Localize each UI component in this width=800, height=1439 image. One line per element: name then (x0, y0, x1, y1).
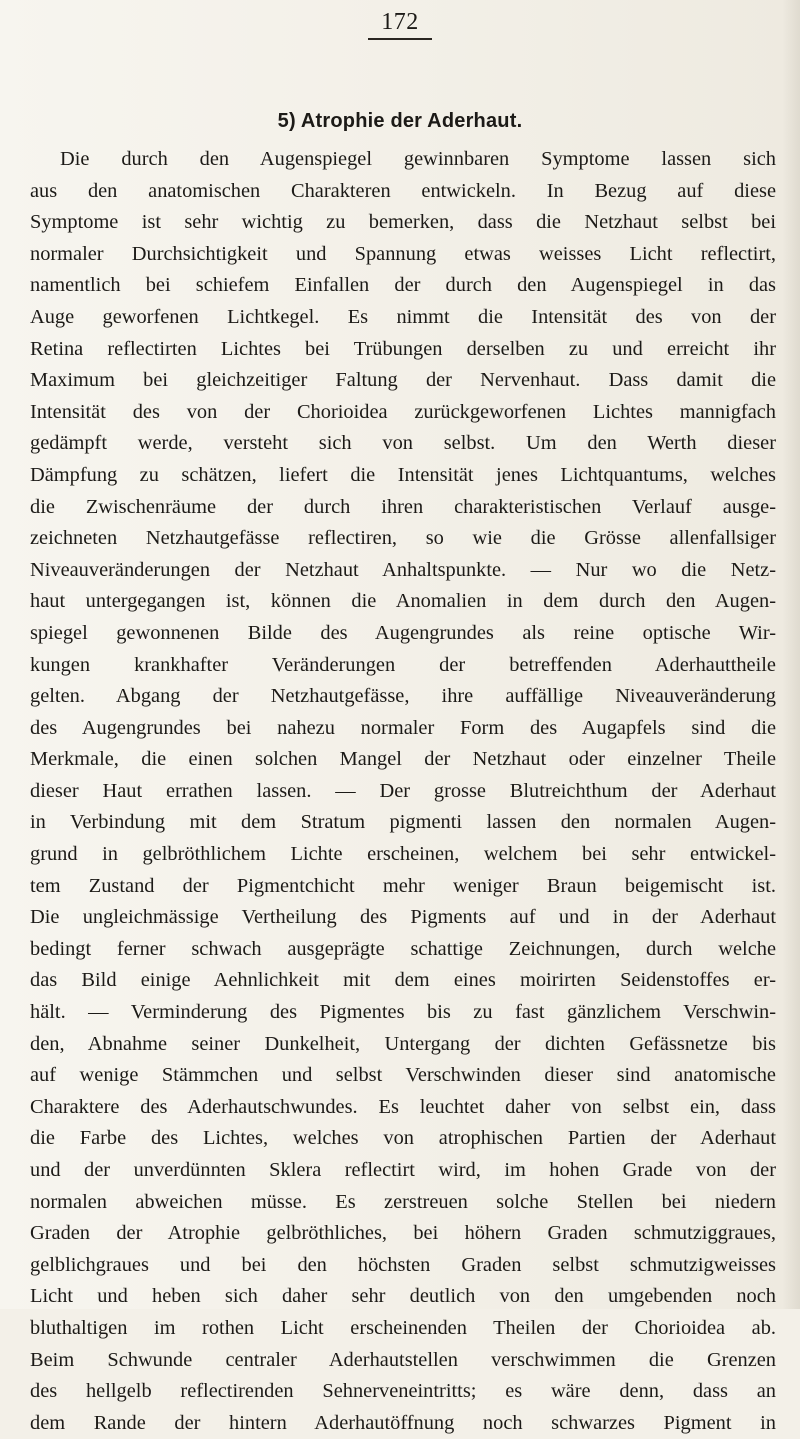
text-line: das Bild einige Aehnlichkeit mit dem eines moirirten Seidenstoffes er- (30, 969, 776, 992)
text-line: Graden der Atrophie gelbröthliches, bei höhern Graden schmutziggraues, (30, 1222, 776, 1245)
section-title: 5) Atrophie der Aderhaut. (277, 110, 523, 132)
text-line: Licht und heben sich daher sehr deutlich von den umgebenden noch (30, 1285, 776, 1308)
text-line: Die ungleichmässige Vertheilung des Pigments auf und in der Aderhaut (30, 906, 776, 929)
text-line: Auge geworfenen Lichtkegel. Es nimmt die Intensität des von der (30, 305, 776, 328)
text-line: bedingt ferner schwach ausgeprägte schattige Zeichnungen, durch welche (30, 937, 776, 960)
text-line: haut untergegangen ist, können die Anomalien in dem durch den Augen- (30, 590, 776, 613)
text-line: kungen krankhafter Veränderungen der betreffenden Aderhauttheile (30, 653, 776, 676)
text-line: Merkmale, die einen solchen Mangel der Netzhaut oder einzelner Theile (30, 748, 776, 771)
text-line: dem Rande der hintern Aderhautöffnung noch schwarzes Pigment in (30, 1411, 776, 1434)
text-line: tem Zustand der Pigmentchicht mehr weniger Braun beigemischt ist. (30, 874, 776, 897)
text-line: Niveauveränderungen der Netzhaut Anhaltspunkte. — Nur wo die Netz- (30, 558, 776, 581)
text-line: aus den anatomischen Charakteren entwickeln. In Bezug auf diese (30, 179, 776, 202)
text-line: hält. — Verminderung des Pigmentes bis zu fast gänzlichem Verschwin- (30, 1001, 776, 1024)
page-number: 172 (381, 9, 419, 35)
body-paragraph (30, 144, 776, 1439)
text-line: normalen abweichen müsse. Es zerstreuen solche Stellen bei niedern (30, 1190, 776, 1213)
text-line: gelten. Abgang der Netzhautgefässe, ihre auffällige Niveauveränderung (30, 685, 776, 708)
text-line: des Augengrundes bei nahezu normaler Form des Augapfels sind die (30, 716, 776, 739)
text-line: Charaktere des Aderhautschwundes. Es leuchtet daher von selbst ein, dass (30, 1095, 776, 1118)
text-line: Symptome ist sehr wichtig zu bemerken, dass die Netzhaut selbst bei (30, 211, 776, 234)
text-line: spiegel gewonnenen Bilde des Augengrundes als reine optische Wir- (30, 621, 776, 644)
page-edge-shadow (782, 0, 800, 1309)
text-line: in Verbindung mit dem Stratum pigmenti lassen den normalen Augen- (30, 811, 776, 834)
page-number-underline (368, 38, 432, 40)
text-line: Beim Schwunde centraler Aderhautstellen verschwimmen die Grenzen (30, 1348, 776, 1371)
text-line: Die durch den Augenspiegel gewinnbaren Symptome lassen sich (60, 148, 776, 170)
text-line: Maximum bei gleichzeitiger Faltung der Nervenhaut. Dass damit die (30, 369, 776, 392)
text-line: die Farbe des Lichtes, welches von atrophischen Partien der Aderhaut (30, 1127, 776, 1150)
text-line: den, Abnahme seiner Dunkelheit, Untergang der dichten Gefässnetze bis (30, 1032, 776, 1055)
text-line: Dämpfung zu schätzen, liefert die Intensität jenes Lichtquantums, welches (30, 463, 776, 486)
text-line: normaler Durchsichtigkeit und Spannung etwas weisses Licht reflectirt, (30, 242, 776, 265)
text-line: grund in gelbröthlichem Lichte erscheinen, welchem bei sehr entwickel- (30, 843, 776, 866)
text-line: bluthaltigen im rothen Licht erscheinenden Theilen der Chorioidea ab. (30, 1316, 776, 1339)
text-line: des hellgelb reflectirenden Sehnerveneintritts; es wäre denn, dass an (30, 1380, 776, 1403)
text-line: und der unverdünnten Sklera reflectirt wird, im hohen Grade von der (30, 1159, 776, 1181)
text-line: Retina reflectirten Lichtes bei Trübungen derselben zu und erreicht ihr (30, 337, 776, 360)
text-line: namentlich bei schiefem Einfallen der durch den Augenspiegel in das (30, 274, 776, 297)
text-line: dieser Haut errathen lassen. — Der grosse Blutreichthum der Aderhaut (30, 779, 776, 802)
text-line: Intensität des von der Chorioidea zurückgeworfenen Lichtes mannigfach (30, 400, 776, 423)
text-line: gedämpft werde, versteht sich von selbst. Um den Werth dieser (30, 432, 776, 455)
text-line: auf wenige Stämmchen und selbst Verschwinden dieser sind anatomische (30, 1064, 776, 1087)
text-line: die Zwischenräume der durch ihren charakteristischen Verlauf ausge- (30, 495, 776, 518)
text-line: gelblichgraues und bei den höchsten Graden selbst schmutzigweisses (30, 1253, 776, 1276)
text-line: zeichneten Netzhautgefässe reflectiren, so wie die Grösse allenfallsiger (30, 527, 776, 550)
